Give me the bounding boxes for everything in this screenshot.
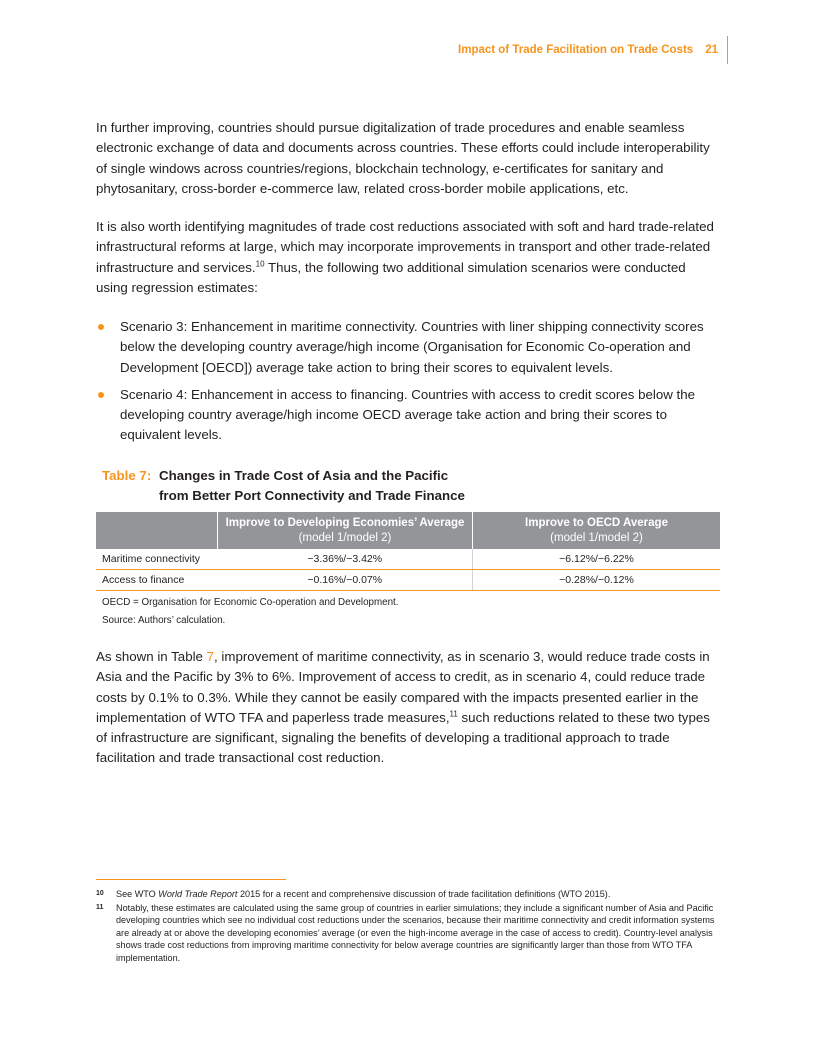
- footnote-number: 10: [96, 890, 104, 897]
- table-note: OECD = Organisation for Economic Co-operation and Development.: [102, 597, 399, 608]
- table-title-line2: from Better Port Connectivity and Trade Finance: [159, 488, 465, 503]
- table-label: Table 7:: [102, 468, 152, 483]
- page-number: 21: [705, 44, 718, 56]
- paragraph-text: Thus, the following two additional simulation scenarios were conducted using regression estimates:: [96, 259, 686, 295]
- paragraph-digitalization: In further improving, countries should pursue digitalization of trade procedures and enable seamless electronic exchange of data and documents across countries. These efforts could include interoperability of single windows across countries/regions, blockchain technology, e-certificates for sanitary and phytosanitary, cross-border e-commerce law, related cross-border mobile applications, etc.: [96, 120, 710, 196]
- list-item: [96, 385, 720, 446]
- paragraph-results: [96, 647, 720, 769]
- footnote-text: Notably, these estimates are calculated using the same group of countries in earlier simulations; they include a significant number of Asia and Pacific developing countries which see no individual cost reductions under the scenarios, because their maritime connectivity and credit information systems are already at or above the developing economies’ average (or even the high-income average in the case of access to credit). Country-level analysis shows trade cost reductions from improving maritime connectivity for below average countries are significantly larger than those from WTO TFA implementation.: [116, 903, 715, 963]
- footnote-10: [96, 888, 720, 900]
- row-label: Access to finance: [96, 570, 218, 591]
- header-title: Improve to OECD Average: [525, 516, 668, 529]
- table-title-line1: Changes in Trade Cost of Asia and the Pacific: [159, 468, 449, 483]
- paragraph-text: As shown in Table: [96, 649, 207, 664]
- table-row: [96, 570, 720, 591]
- table-reference-link[interactable]: 7: [206, 649, 215, 664]
- footnote-11: [96, 902, 720, 964]
- footnote-text: See WTO: [116, 889, 159, 899]
- table-header-row: [96, 512, 720, 549]
- header-developing-average: [218, 512, 473, 549]
- bullet-icon: [98, 392, 104, 398]
- list-item: [96, 317, 720, 378]
- table-source: Source: Authors’ calculation.: [102, 615, 226, 626]
- footnote-ref-11[interactable]: 11: [449, 709, 458, 719]
- footnote-italic: World Trade Report: [158, 889, 238, 899]
- footnote-ref-10[interactable]: 10: [255, 259, 265, 269]
- table-caption: [102, 466, 465, 506]
- paragraph-text: such reductions related to these two types of infrastructure are significant, signaling the benefits of developing a traditional approach to trade facilitation and trade transactional cost reduction.: [96, 709, 710, 766]
- footnote-text: 2015 for a recent and comprehensive discussion of trade facilitation definitions (WTO 2015).: [237, 889, 611, 899]
- header-title: Impact of Trade Facilitation on Trade Costs: [458, 44, 694, 56]
- header-subtitle: (model 1/model 2): [298, 531, 392, 544]
- paragraph-text: It is also worth identifying magnitudes of trade cost reductions associated with soft and hard trade-related infrastructural reforms at large, which may incorporate improvements in transport and other trade-related infrastructure and services.: [96, 219, 714, 275]
- header-blank: [96, 512, 218, 549]
- paragraph-text: , improvement of maritime connectivity, as in scenario 3, would reduce trade costs in Asia and the Pacific by 3% to 6%. Improvement of access to credit, as in scenario 4, could reduce trade costs by 0.1% to 0.3%. While they cannot be easily compared with the impacts presented earlier in the implementation of WTO TFA and paperless trade measures,: [96, 649, 710, 725]
- cell-developing: −0.16%/−0.07%: [218, 570, 473, 591]
- cell-developing: −3.36%/−3.42%: [218, 549, 473, 570]
- bullet-text: Scenario 3: Enhancement in maritime connectivity. Countries with liner shipping connectivity scores below the developing country average/high income (Organisation for Economic Co-operation and Development [OECD]) average take action to bring their scores to equivalent levels.: [120, 319, 704, 375]
- table-row: [96, 549, 720, 570]
- footnote-number: 11: [96, 904, 104, 911]
- header-title: Improve to Developing Economies’ Average: [225, 516, 465, 529]
- cell-oecd: −0.28%/−0.12%: [473, 570, 721, 591]
- header-oecd-average: [473, 512, 721, 549]
- paragraph-scenarios-intro: [96, 217, 720, 298]
- header-rule: [727, 36, 728, 64]
- scenario-list: [96, 317, 720, 453]
- running-header: [458, 36, 728, 64]
- row-label: Maritime connectivity: [96, 549, 218, 570]
- trade-cost-table: [96, 512, 720, 591]
- footnote-divider: [96, 879, 286, 880]
- cell-oecd: −6.12%/−6.22%: [473, 549, 721, 570]
- bullet-text: Scenario 4: Enhancement in access to financing. Countries with access to credit scores below the developing country average/high income OECD average take action and bring their scores to equivalent levels.: [120, 386, 696, 443]
- header-subtitle: (model 1/model 2): [550, 531, 643, 544]
- bullet-icon: [98, 324, 104, 330]
